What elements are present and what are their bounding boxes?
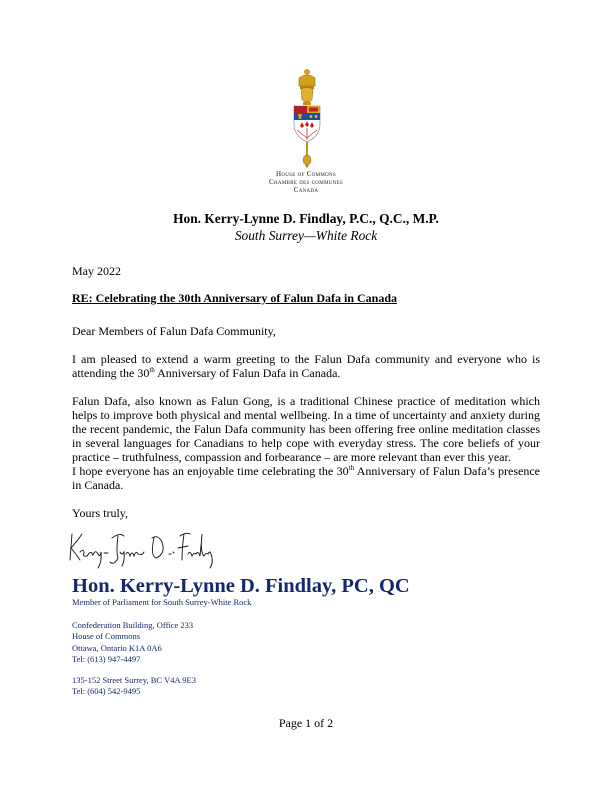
letter-body: [0, 264, 612, 520]
p3-text-start: I hope everyone has an enjoyable time celebrating the 30: [72, 464, 349, 478]
institution-name-fr: Chambre des communes: [269, 178, 343, 186]
ottawa-address: [72, 620, 540, 665]
house-of-commons-crest-icon: [287, 68, 327, 168]
ottawa-address-line: Ottawa, Ontario K1A 0A6: [72, 642, 162, 653]
header-member-name: Hon. Kerry-Lynne D. Findlay, P.C., Q.C., M.P.: [173, 211, 439, 226]
ottawa-address-line: House of Commons: [72, 631, 140, 642]
p1-text-start: I am pleased to extend a warm greeting to the Falun Dafa community and everyone who is attending the 30: [72, 352, 540, 380]
institution-name-en: House of Commons: [276, 170, 336, 178]
institution-country: Canada: [293, 186, 319, 194]
riding-address: [72, 675, 540, 698]
signature-block: [0, 526, 612, 698]
header-riding: South Surrey—White Rock: [234, 228, 378, 243]
ottawa-address-line: Confederation Building, Office 233: [72, 620, 194, 630]
ottawa-phone: Tel: (613) 947-4497: [72, 653, 141, 664]
letter-paragraph-1: [72, 352, 540, 380]
riding-address-line: 135-152 Street Surrey, BC V4A 9E3: [72, 675, 196, 686]
letter-date: May 2022: [72, 264, 121, 278]
signature-member-title: Member of Parliament for South Surrey-White Rock: [72, 597, 252, 607]
letter-subject: RE: Celebrating the 30th Anniversary of Falun Dafa in Canada: [72, 291, 398, 305]
p3-text-end: Anniversary of Falun Dafa’s presence in Canada.: [72, 464, 540, 492]
page-number: Page 1 of 2: [278, 715, 334, 730]
riding-phone: Tel: (604) 542-9495: [72, 686, 141, 697]
letter-closing: Yours truly,: [72, 506, 129, 520]
p1-text-end: Anniversary of Falun Dafa in Canada.: [154, 366, 341, 380]
letterhead: [0, 0, 612, 200]
p3-ordinal-suffix: th: [348, 464, 355, 472]
institution-name: [200, 170, 412, 194]
letter-paragraph-3: [72, 464, 540, 492]
signature-member-name: Hon. Kerry-Lynne D. Findlay, PC, QC: [72, 575, 410, 597]
letter-salutation: Dear Members of Falun Dafa Community,: [72, 324, 276, 338]
p1-ordinal-suffix: th: [149, 366, 155, 374]
letter-paragraph-2: Falun Dafa, also known as Falun Gong, is a traditional Chinese practice of meditation which helps to improve both physical and mental wellbeing. In a time of uncertainty and anxiety during the recent pandemic, the Falun Dafa community has been offering free online meditation classes in several languages for Canadians to help cope with everyday stress. The core beliefs of your practice – truthfulness, compassion and forbearance – are more relevant than ever this year.: [72, 394, 540, 464]
handwritten-signature-icon: [68, 526, 218, 571]
member-header: [0, 210, 612, 244]
